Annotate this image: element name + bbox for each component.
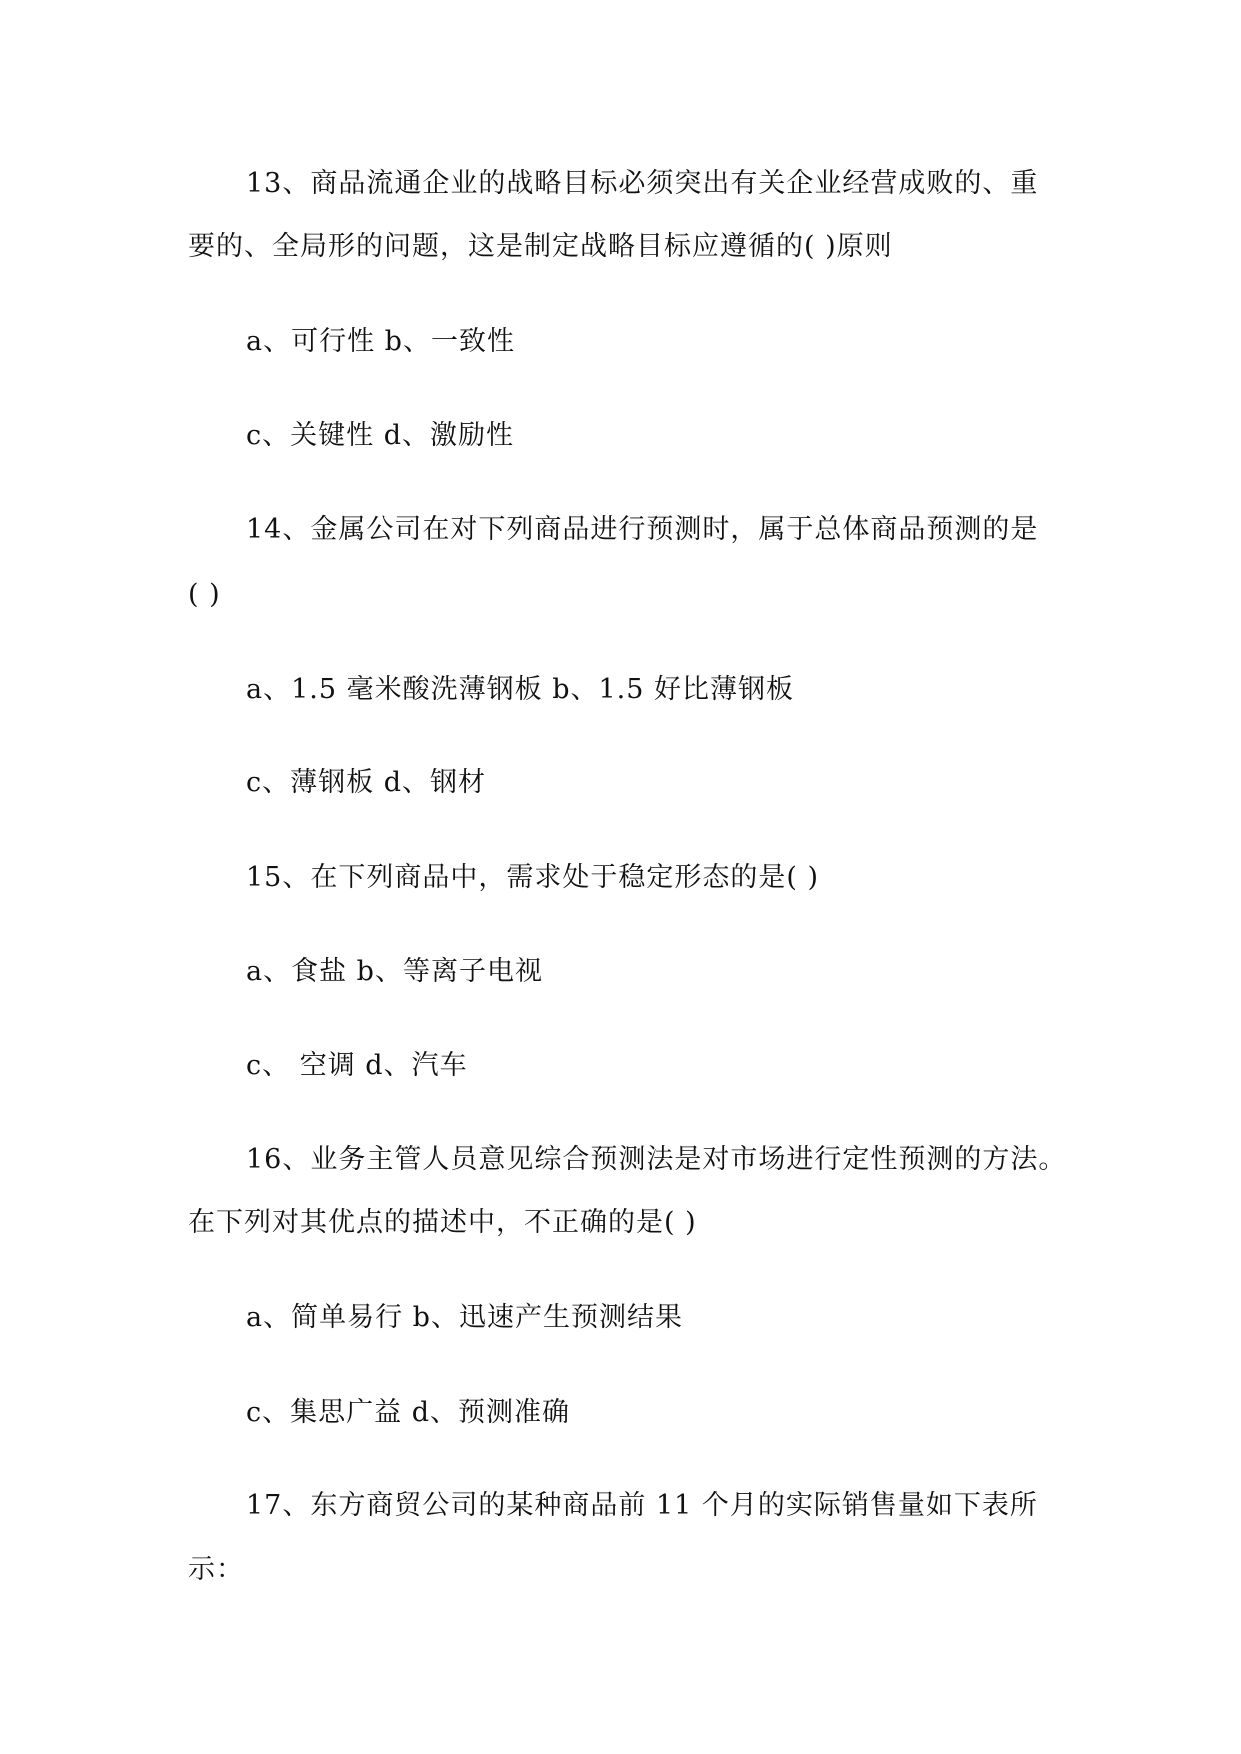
question-14-options-line-1: a、1.5 毫米酸洗薄钢板 b、1.5 好比薄钢板 [246, 674, 795, 705]
question-17-prompt-line-2: 示： [188, 1554, 244, 1585]
question-15-prompt: 15、在下列商品中，需求处于稳定形态的是( ) [246, 862, 820, 893]
question-14-prompt-line-2: ( ) [188, 579, 221, 610]
question-15-options-line-1: a、食盐 b、等离子电视 [246, 956, 543, 987]
question-16-options-line-2: c、集思广益 d、预测准确 [246, 1397, 570, 1428]
question-13-prompt-line-2: 要的、全局形的问题，这是制定战略目标应遵循的( )原则 [188, 231, 893, 262]
question-16-prompt-line-1: 16、业务主管人员意见综合预测法是对市场进行定性预测的方法。 [246, 1144, 1067, 1175]
question-13-prompt-line-1: 13、商品流通企业的战略目标必须突出有关企业经营成败的、重 [246, 168, 1039, 199]
question-13-options-line-1: a、可行性 b、一致性 [246, 326, 515, 357]
question-15-options-line-2: c、 空调 d、汽车 [246, 1050, 468, 1081]
question-14-prompt-line-1: 14、金属公司在对下列商品进行预测时，属于总体商品预测的是 [246, 514, 1039, 545]
question-14-options-line-2: c、薄钢板 d、钢材 [246, 767, 486, 798]
question-16-options-line-1: a、简单易行 b、迅速产生预测结果 [246, 1302, 683, 1333]
question-16-prompt-line-2: 在下列对其优点的描述中，不正确的是( ) [188, 1207, 697, 1238]
question-13-options-line-2: c、关键性 d、激励性 [246, 420, 514, 451]
question-17-prompt-line-1: 17、东方商贸公司的某种商品前 11 个月的实际销售量如下表所 [246, 1490, 1038, 1521]
